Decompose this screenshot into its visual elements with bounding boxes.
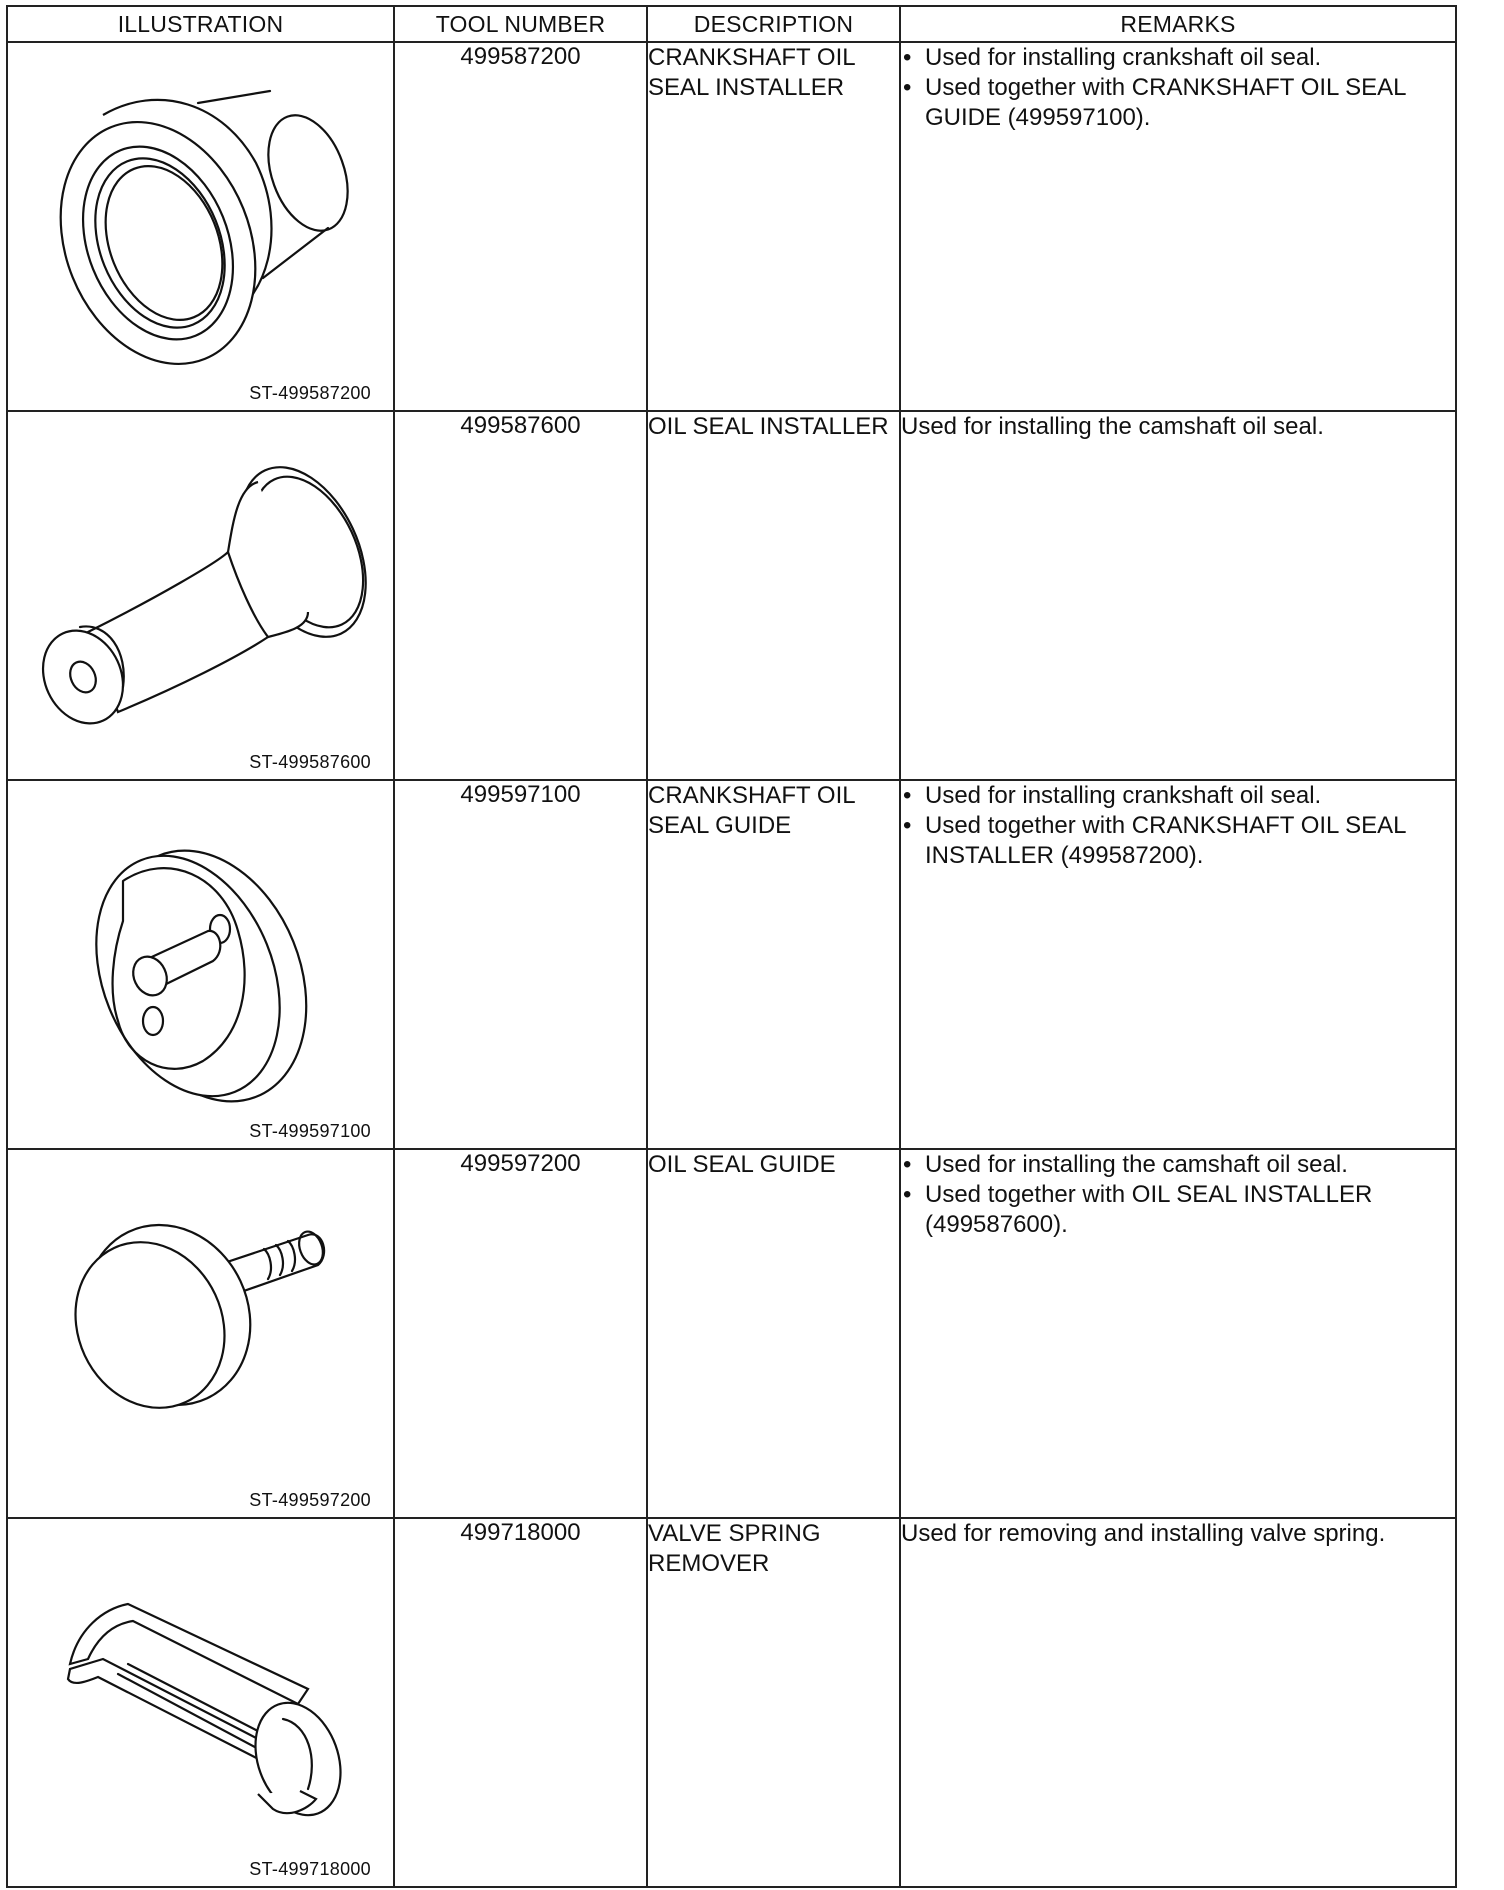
remarks-cell — [900, 1149, 1456, 1518]
remark-text: Used for installing the camshaft oil seal. — [901, 413, 1324, 440]
remark-item: • Used for installing crankshaft oil seal. — [901, 43, 1455, 73]
remarks-cell — [900, 411, 1456, 780]
oil-seal-guide-icon — [8, 1150, 393, 1517]
illustration-label: ST-499597100 — [249, 1121, 371, 1141]
header-illustration: ILLUSTRATION — [7, 6, 394, 42]
table-row — [7, 780, 1456, 1149]
oil-seal-installer-icon — [8, 412, 393, 779]
description-cell: CRANKSHAFT OIL SEAL INSTALLER — [647, 42, 900, 411]
illustration-cell — [7, 42, 394, 411]
illustration-label: ST-499587200 — [249, 383, 371, 403]
crankshaft-oil-seal-guide-icon — [8, 781, 393, 1148]
illustration-cell — [7, 1518, 394, 1887]
illustration-cell — [7, 411, 394, 780]
header-description: DESCRIPTION — [647, 6, 900, 42]
remark-item: • Used for installing crankshaft oil seal. — [901, 781, 1455, 811]
header-remarks: REMARKS — [900, 6, 1456, 42]
description-cell: OIL SEAL GUIDE — [647, 1149, 900, 1518]
description-cell: OIL SEAL INSTALLER — [647, 411, 900, 780]
table-row — [7, 42, 1456, 411]
illustration-label: ST-499587600 — [249, 752, 371, 772]
remark-item: • Used together with CRANKSHAFT OIL SEAL INSTALLER (499587200). — [901, 811, 1455, 871]
tool-number-cell: 499597200 — [394, 1149, 647, 1518]
header-tool-number: TOOL NUMBER — [394, 6, 647, 42]
special-tools-table — [6, 5, 1457, 1888]
description-cell: CRANKSHAFT OIL SEAL GUIDE — [647, 780, 900, 1149]
illustration-label: ST-499597200 — [249, 1490, 371, 1510]
tool-number-cell: 499587600 — [394, 411, 647, 780]
table-header-row — [7, 6, 1456, 42]
tool-number-cell: 499587200 — [394, 42, 647, 411]
remarks-cell — [900, 1518, 1456, 1887]
illustration-cell — [7, 1149, 394, 1518]
remarks-cell — [900, 780, 1456, 1149]
valve-spring-remover-icon — [8, 1519, 393, 1886]
crankshaft-oil-seal-installer-icon — [8, 43, 393, 410]
illustration-label: ST-499718000 — [249, 1859, 371, 1879]
table-row — [7, 411, 1456, 780]
description-cell: VALVE SPRING REMOVER — [647, 1518, 900, 1887]
remark-item: • Used together with OIL SEAL INSTALLER (499587600). — [901, 1180, 1455, 1240]
remark-text: Used for removing and installing valve spring. — [901, 1520, 1386, 1547]
remark-item: • Used together with CRANKSHAFT OIL SEAL GUIDE (499597100). — [901, 73, 1455, 133]
tool-number-cell: 499597100 — [394, 780, 647, 1149]
table-row — [7, 1518, 1456, 1887]
illustration-cell — [7, 780, 394, 1149]
remarks-cell — [900, 42, 1456, 411]
table-row — [7, 1149, 1456, 1518]
remark-item: • Used for installing the camshaft oil seal. — [901, 1150, 1455, 1180]
tool-number-cell: 499718000 — [394, 1518, 647, 1887]
